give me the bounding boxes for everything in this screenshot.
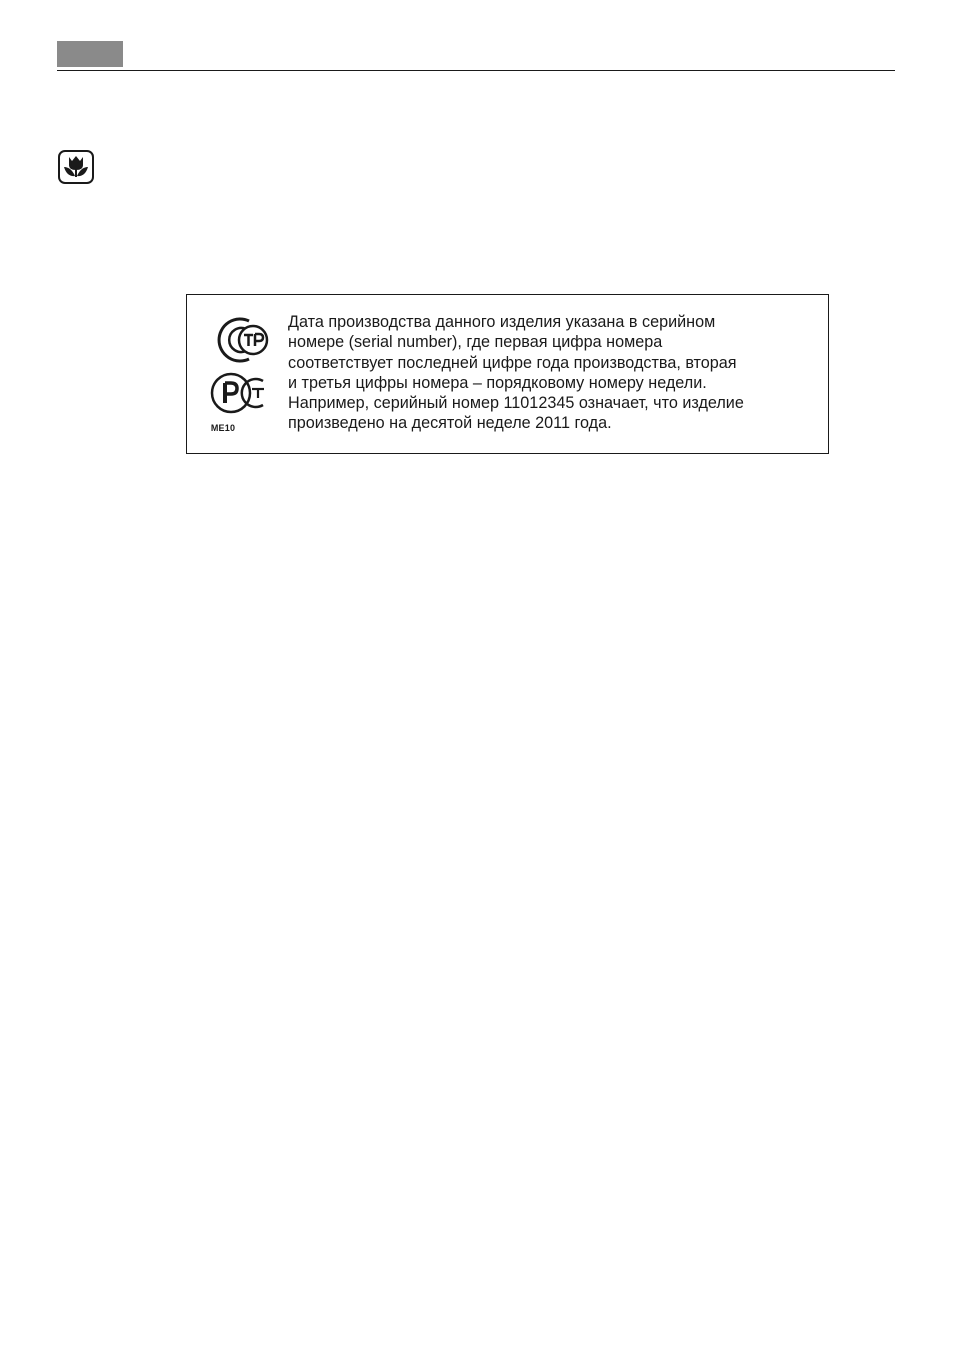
- gost-r-certification-icon: [209, 367, 275, 423]
- eac-certification-icon: [209, 313, 275, 367]
- certification-code: ME10: [210, 423, 236, 433]
- header-tab: [57, 41, 123, 67]
- text-line: произведено на десятой неделе 2011 года.: [288, 414, 612, 433]
- certification-text: [288, 312, 818, 434]
- header-rule: [57, 70, 895, 71]
- certification-info-box: [186, 294, 829, 454]
- text-line: соответствует последней цифре года производства, вторая: [288, 353, 737, 372]
- text-line: Дата производства данного изделия указана в серийном: [288, 313, 716, 331]
- text-line: Например, серийный номер 11012345 означает, что изделие: [288, 394, 744, 413]
- text-line: номере (serial number), где первая цифра номера: [288, 333, 663, 352]
- environment-flower-icon: [58, 150, 94, 184]
- text-line: и третья цифры номера – порядковому номеру недели.: [288, 373, 707, 392]
